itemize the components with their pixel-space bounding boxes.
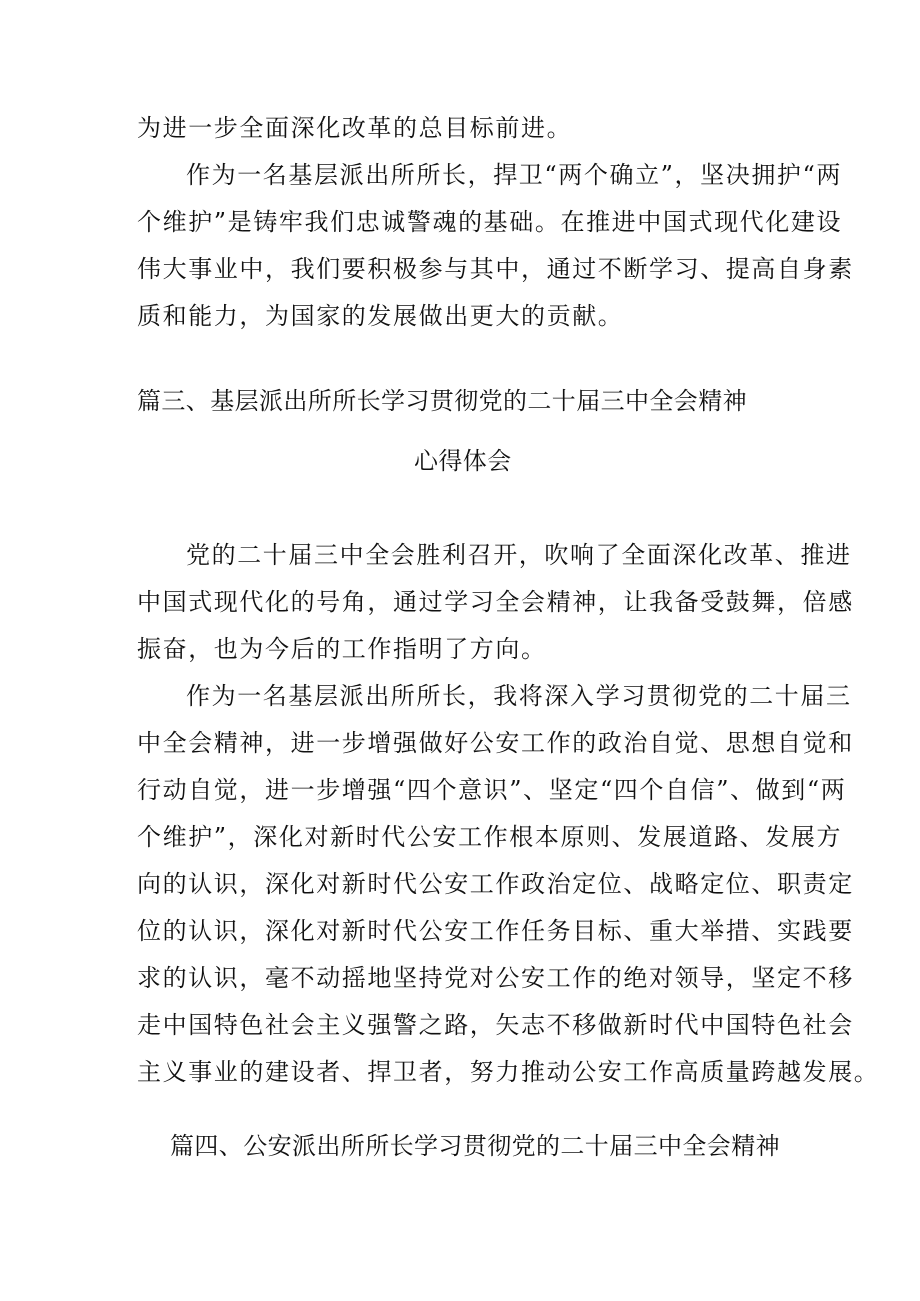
- paragraph-line: 中全会精神，进一步增强做好公安工作的政治自觉、思想自觉和: [137, 729, 854, 757]
- paragraph-line: 中国式现代化的号角，通过学习全会精神，让我备受鼓舞，倍感: [137, 588, 854, 616]
- paragraph-line: 作为一名基层派出所所长，捍卫“两个确立”，坚决拥护“两: [186, 161, 843, 189]
- section-heading-3-line-2: 心得体会: [414, 447, 512, 475]
- paragraph-line: 行动自觉，进一步增强“四个意识”、坚定“四个自信”、做到“两: [137, 776, 847, 804]
- paragraph-line: 个维护”是铸牢我们忠诚警魂的基础。在推进中国式现代化建设: [137, 208, 843, 236]
- paragraph-line: 为进一步全面深化改革的总目标前进。: [137, 114, 573, 142]
- paragraph-line: 质和能力，为国家的发展做出更大的贡献。: [137, 302, 624, 330]
- paragraph-line: 主义事业的建设者、捍卫者，努力推动公安工作高质量跨越发展。: [137, 1058, 880, 1086]
- paragraph-line: 振奋，也为今后的工作指明了方向。: [137, 635, 547, 663]
- section-heading-4-line-1: 篇四、公安派出所所长学习贯彻党的二十届三中全会精神: [170, 1132, 780, 1160]
- paragraph-line: 向的认识，深化对新时代公安工作政治定位、战略定位、职责定: [137, 870, 854, 898]
- paragraph-line: 位的认识，深化对新时代公安工作任务目标、重大举措、实践要: [137, 917, 854, 945]
- paragraph-line: 个维护”，深化对新时代公安工作根本原则、发展道路、发展方: [137, 823, 843, 851]
- paragraph-line: 伟大事业中，我们要积极参与其中，通过不断学习、提高自身素: [137, 255, 854, 283]
- paragraph-line: 走中国特色社会主义强警之路，矢志不移做新时代中国特色社会: [137, 1011, 854, 1039]
- paragraph-line: 求的认识，毫不动摇地坚持党对公安工作的绝对领导，坚定不移: [137, 964, 854, 992]
- paragraph-line: 作为一名基层派出所所长，我将深入学习贯彻党的二十届三: [186, 682, 852, 710]
- section-heading-3-line-1: 篇三、基层派出所所长学习贯彻党的二十届三中全会精神: [137, 387, 747, 415]
- paragraph-line: 党的二十届三中全会胜利召开，吹响了全面深化改革、推进: [186, 541, 852, 569]
